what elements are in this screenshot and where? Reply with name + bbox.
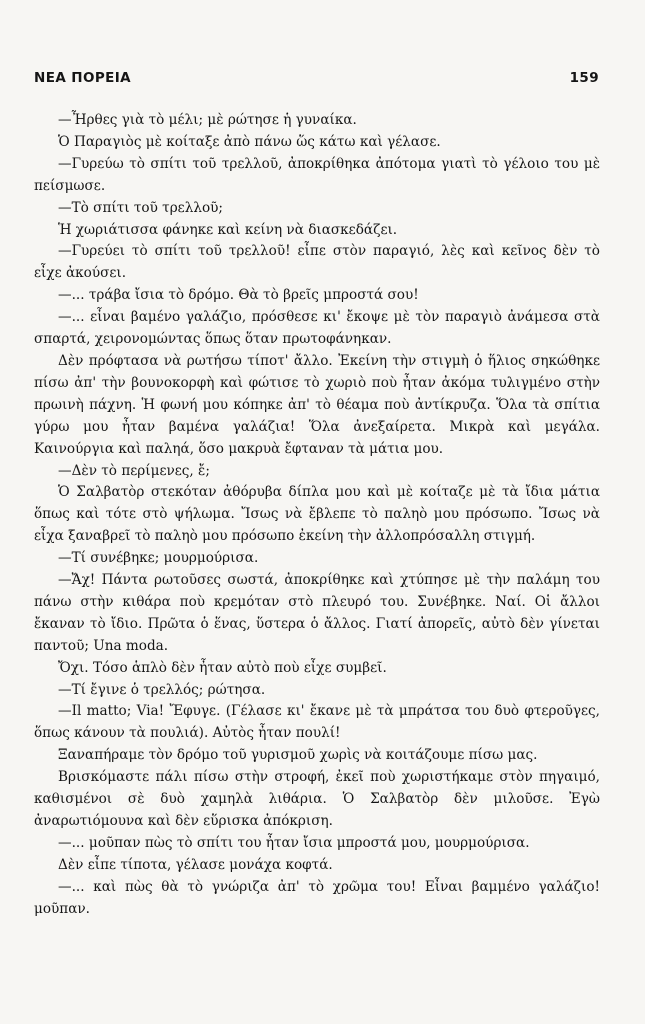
paragraph: —Ἄχ! Πάντα ρωτοῦσες σωστά, ἀποκρίθηκε καὶ χτύπησε μὲ τὴν παλάμη του πάνω στὴν κιθάρα ποὺ κρεμόταν στὸ πλευρό του. Συνέβηκε. Ναί. Οἱ ἄλλοι ἔκαναν τὸ ἴδιο. Πρῶτα ὁ ἕνας, ὕστερα ὁ ἄλλος. Γιατί ἀπορεῖς, αὐτὸ δὲν γίνεται παντοῦ; Una moda. (34, 572, 600, 654)
running-title: ΝΕΑ ΠΟΡΕΙΑ (34, 70, 132, 86)
paragraph: —... εἶναι βαμένο γαλάζιο, πρόσθεσε κι' ἔκοψε μὲ τὸν παραγιὸ ἀνάμεσα στὰ σπαρτά, χειρονομώντας ὅπως ὅταν πρωτοφάνηκαν. (34, 309, 600, 348)
paragraph: —Γυρεύει τὸ σπίτι τοῦ τρελλοῦ! εἶπε στὸν παραγιό, λὲς καὶ κεῖνος δὲν τὸ εἶχε ἀκούσει. (34, 243, 600, 282)
paragraph: Ὁ Παραγιὸς μὲ κοίταξε ἀπὸ πάνω ὥς κάτω καὶ γέλασε. (58, 133, 441, 150)
paragraph: Ὁ Σαλβατὸρ στεκόταν ἀθόρυβα δίπλα μου καὶ μὲ κοίταζε μὲ τὰ ἴδια μάτια ὅπως καὶ τότε στὸ ψήλωμα. Ἴσως νὰ ἔβλεπε τὸ παληὸ μου πρόσωπο. Ἴσως νὰ εἶχα ξαναβρεῖ τὸ παληὸ μου πρόσωπο ἐκείνη τὴν ἀλλοπρόσαλλη στιγμή. (34, 484, 600, 545)
paragraph: —Il matto; Via! Ἔφυγε. (Γέλασε κι' ἔκανε μὲ τὰ μπράτσα του δυὸ φτεροῦγες, ὅπως κάνουν τὰ πουλιά). Αὐτὸς ἦταν πουλί! (34, 703, 600, 742)
paragraph: —Τί ἔγινε ὁ τρελλός; ρώτησα. (58, 681, 266, 698)
paragraph: Ἡ χωριάτισσα φάνηκε καὶ κείνη νὰ διασκεδάζει. (58, 221, 398, 238)
paragraph: —... καὶ πὼς θὰ τὸ γνώριζα ἀπ' τὸ χρῶμα του! Εἶναι βαμμένο γαλάζιο! μοῦπαν. (34, 878, 600, 917)
paragraph: —Τί συνέβηκε; μουρμούρισα. (58, 550, 259, 567)
paragraph: Δὲν εἶπε τίποτα, γέλασε μονάχα κοφτά. (58, 856, 333, 873)
paragraph: Ὄχι. Τόσο ἁπλὸ δὲν ἦταν αὐτὸ ποὺ εἶχε συμβεῖ. (58, 659, 387, 676)
paragraph: —Γυρεύω τὸ σπίτι τοῦ τρελλοῦ, ἀποκρίθηκα ἀπότομα γιατὶ τὸ γέλοιο του μὲ πείσμωσε. (34, 155, 600, 194)
page-number: 159 (569, 70, 599, 86)
body-text (34, 110, 600, 921)
running-header (34, 70, 599, 86)
paragraph: Βρισκόμαστε πάλι πίσω στὴν στροφή, ἐκεῖ ποὺ χωριστήκαμε στὸν πηγαιμό, καθισμένοι σὲ δυὸ χαμηλὰ λιθάρια. Ὁ Σαλβατὸρ δὲν μιλοῦσε. Ἐγὼ ἀναρωτιόμουνα καὶ δὲν εὕρισκα ἀπόκριση. (34, 769, 600, 829)
paragraph: Ξαναπήραμε τὸν δρόμο τοῦ γυρισμοῦ χωρὶς νὰ κοιτάζουμε πίσω μας. (58, 747, 538, 764)
paragraph: —... μοῦπαν πὼς τὸ σπίτι του ἦταν ἴσια μπροστά μου, μουρμούρισα. (58, 834, 530, 851)
paragraph: —Τὸ σπίτι τοῦ τρελλοῦ; (58, 199, 223, 216)
paragraph: Δὲν πρόφτασα νὰ ρωτήσω τίποτ' ἄλλο. Ἐκείνη τὴν στιγμὴ ὁ ἥλιος σηκώθηκε πίσω ἀπ' τὴν βουνοκορφὴ καὶ φώτισε τὸ χωριὸ ποὺ ἦταν ἀκόμα τυλιγμένο στὴν πρωινὴ πάχνη. Ἡ φωνή μου κόπηκε ἀπ' τὸ θέαμα ποὺ ἀντίκρυζα. Ὅλα τὰ σπίτια γύρω μου ἦταν βαμένα γαλάζια! Ὅλα ἀνεξαίρετα. Μικρὰ καὶ μεγάλα. Καινούργια καὶ παληά, ὅσο μακρυὰ ἔφταναν τὰ μάτια μου. (34, 352, 600, 457)
paragraph: —Δὲν τὸ περίμενες, ἔ; (58, 462, 210, 479)
paragraph: —... τράβα ἴσια τὸ δρόμο. Θὰ τὸ βρεῖς μπροστά σου! (58, 287, 419, 304)
paragraph: —Ἦρθες γιὰ τὸ μέλι; μὲ ρώτησε ἡ γυναίκα. (58, 112, 357, 128)
